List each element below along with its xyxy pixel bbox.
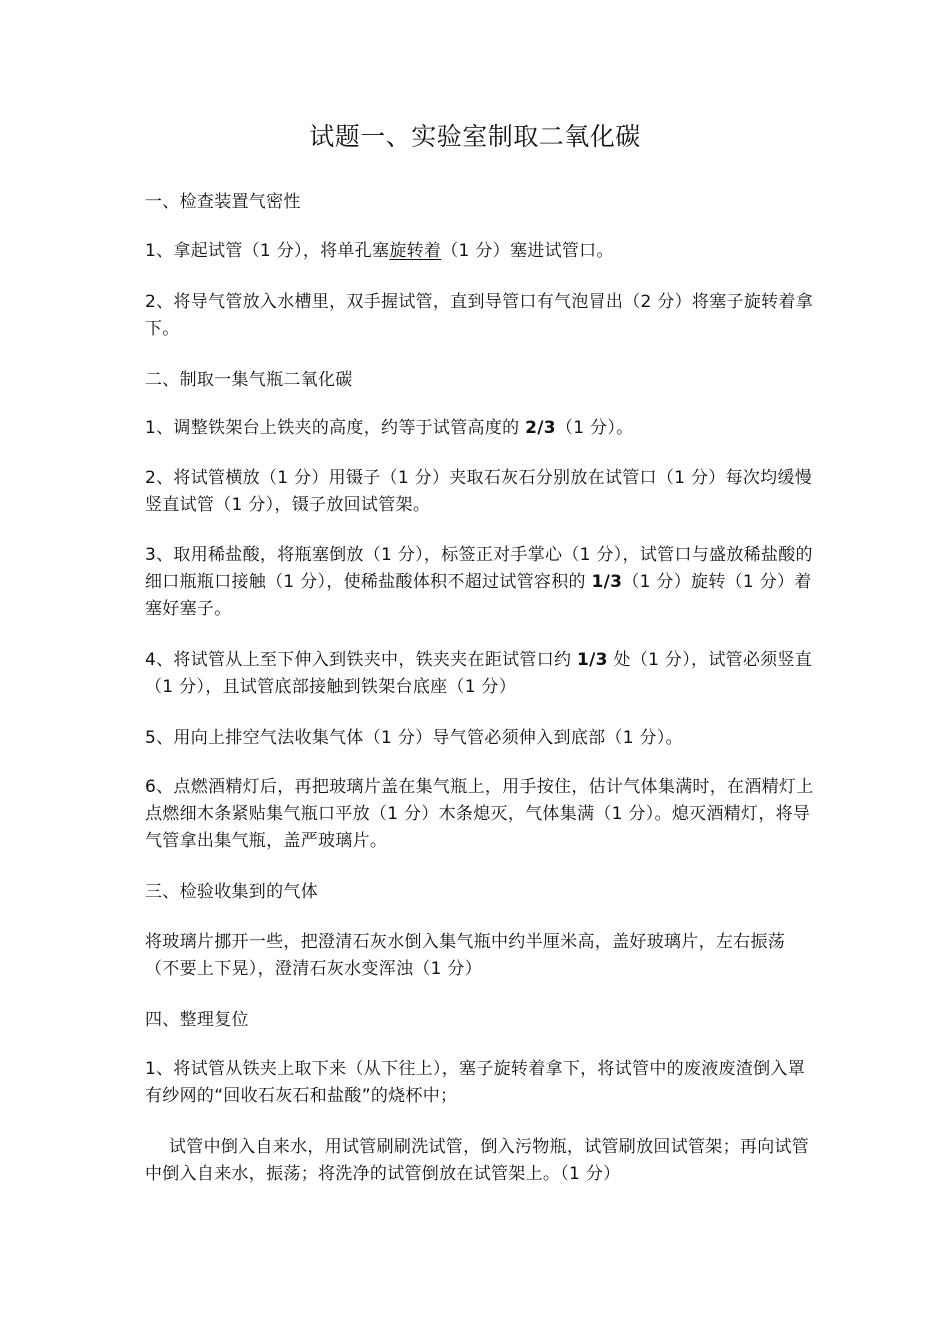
text-segment: （1 分）旋转（1 分）着塞好塞子。 <box>145 572 812 619</box>
underlined-text: 旋转着 <box>389 241 442 261</box>
text-segment: 4、将试管从上至下伸入到铁夹中，铁夹夹在距试管口约 <box>145 650 578 670</box>
text-segment: （1 分）塞进试管口。 <box>441 241 614 261</box>
bold-fraction: 1/3 <box>591 572 623 592</box>
paragraph-2-3 <box>145 542 815 623</box>
paragraph-2-4 <box>145 647 815 701</box>
text-segment: （1 分）。 <box>555 418 634 438</box>
page-title: 试题一、实验室制取二氧化碳 <box>309 122 641 151</box>
section-heading-3: 三、检验收集到的气体 <box>145 882 318 902</box>
section-heading-2: 二、制取一集气瓶二氧化碳 <box>145 370 353 390</box>
section-heading-1: 一、检查装置气密性 <box>145 192 301 212</box>
paragraph-1-1 <box>145 238 815 265</box>
paragraph-3-1: 将玻璃片挪开一些，把澄清石灰水倒入集气瓶中约半厘米高，盖好玻璃片，左右振荡（不要上下晃），澄清石灰水变浑浊（1 分） <box>145 932 786 979</box>
text-segment: 1、拿起试管（1 分），将单孔塞 <box>145 241 390 261</box>
paragraph-2-2: 2、将试管横放（1 分）用镊子（1 分）夹取石灰石分别放在试管口（1 分）每次均缓慢竖直试管（1 分），镊子放回试管架。 <box>145 468 813 515</box>
paragraph-2-6: 6、点燃酒精灯后，再把玻璃片盖在集气瓶上，用手按住，估计气体集满时，在酒精灯上点燃细木条紧贴集气瓶口平放（1 分）木条熄灭，气体集满（1 分）。熄灭酒精灯，将导气管拿出集气瓶，盖严玻璃片。 <box>145 777 814 851</box>
paragraph-2-1 <box>145 415 815 442</box>
paragraph-1-2: 2、将导气管放入水槽里，双手握试管，直到导管口有气泡冒出（2 分）将塞子旋转着拿下。 <box>145 292 814 339</box>
text-segment: 处（1 分），试管必须竖直（1 分），且试管底部接触到铁架台底座（1 分） <box>145 650 813 697</box>
text-segment: 3、取用稀盐酸，将瓶塞倒放（1 分），标签正对手掌心（1 分），试管口与盛放稀盐酸的细口瓶瓶口接触（1 分），使稀盐酸体积不超过试管容积的 <box>145 545 813 592</box>
paragraph-2-5: 5、用向上排空气法收集气体（1 分）导气管必须伸入到底部（1 分）。 <box>145 728 683 748</box>
bold-fraction: 1/3 <box>577 650 608 670</box>
text-segment: 1、调整铁架台上铁夹的高度，约等于试管高度的 <box>145 418 526 438</box>
section-heading-4: 四、整理复位 <box>145 1010 249 1030</box>
bold-fraction: 2/3 <box>525 418 556 438</box>
paragraph-4-1: 1、将试管从铁夹上取下来（从下往上），塞子旋转着拿下，将试管中的废液废渣倒入罩有纱网的“回收石灰石和盐酸”的烧杯中； <box>145 1059 806 1106</box>
paragraph-4-2: 试管中倒入自来水，用试管刷刷洗试管，倒入污物瓶，试管刷放回试管架；再向试管中倒入自来水，振荡；将洗净的试管倒放在试管架上。（1 分） <box>145 1137 810 1184</box>
